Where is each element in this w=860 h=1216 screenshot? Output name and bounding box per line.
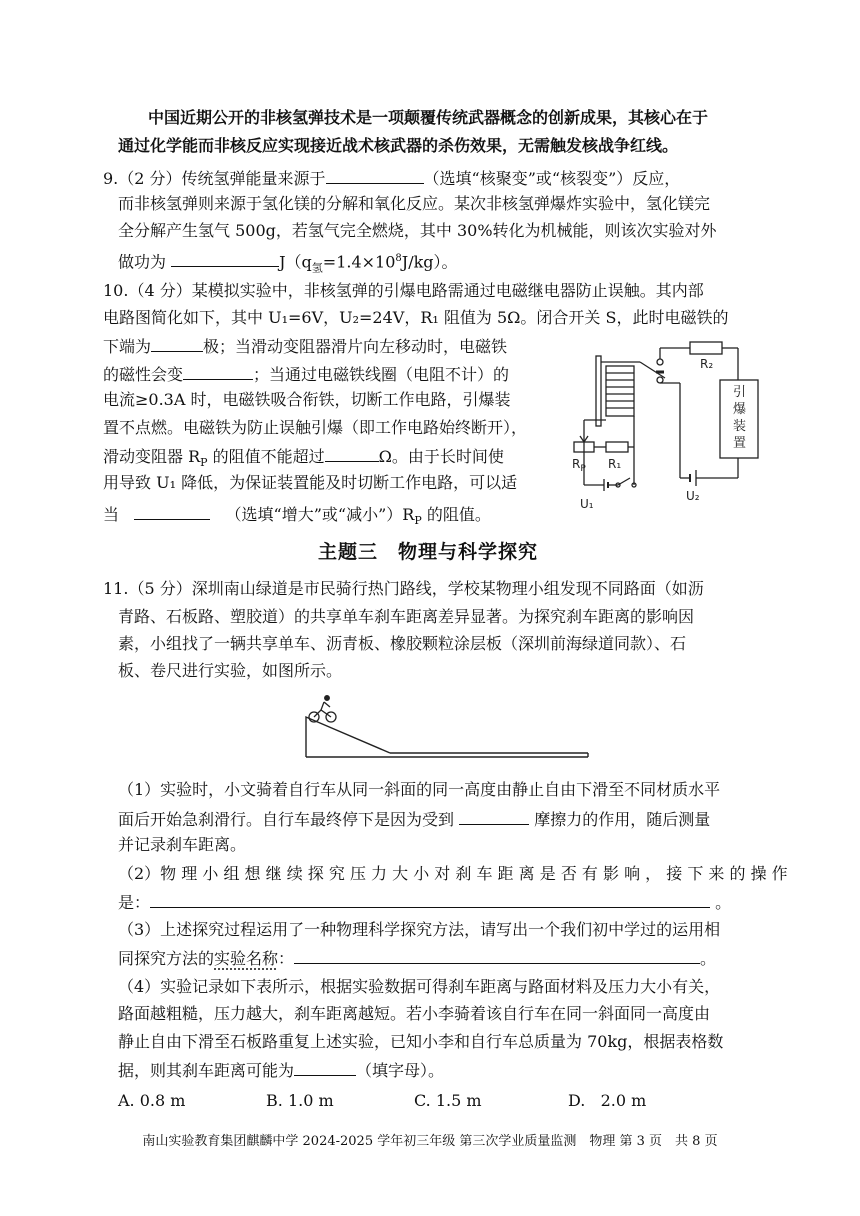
option-a-value: 0.8 m	[139, 1091, 186, 1110]
option-a-label: A.	[118, 1091, 135, 1110]
q11-p3-text-a: 同探究方法的	[118, 949, 215, 968]
q10-line-5: 电流≥0.3A 时，电磁铁吸合衔铁，切断工作电路，引爆装	[103, 390, 511, 409]
option-c-label: C.	[414, 1091, 431, 1110]
resistor-r1	[606, 442, 628, 452]
q9-sub-hydrogen: 氢	[311, 261, 323, 275]
q11-line-2: 青路、石板路、塑胶道）的共享单车刹车距离差异显著。为探究刹车距离的影响因	[118, 607, 695, 626]
q11-line-1: 11.（5 分）深圳南山绿道是市民骑行热门路线，学校某物理小组发现不同路面（如沥	[103, 579, 704, 598]
q10-blank-adjust[interactable]	[134, 503, 210, 520]
q10-line-7	[103, 445, 504, 473]
q11-p3-line-1: （3）上述探究过程运用了一种物理科学探究方法，请写出一个我们初中学过的运用相	[118, 920, 721, 939]
intro-line-1: 中国近期公开的非核氢弹技术是一项颠覆传统武器概念的创新成果，其核心在于	[148, 108, 709, 127]
q9-text-unit: J（q	[279, 252, 312, 272]
label-device-4: 置	[733, 436, 747, 451]
iron-core	[596, 356, 601, 426]
q11-p1-line-2	[118, 808, 710, 830]
q9-sup-exponent: 8	[395, 253, 402, 264]
option-d[interactable]	[568, 1091, 646, 1111]
q10-text-magnet: 的磁性会变	[103, 365, 184, 384]
q9-line-3: 全分解产生氢气 500g，若氢气完全燃烧，其中 30%转化为机械能，则该次实验对外	[118, 221, 717, 240]
q10-line-4	[103, 363, 509, 385]
q11-p4-text-a: 据，则其刹车距离可能为	[118, 1061, 295, 1080]
ramp	[306, 717, 390, 757]
q10-text-lower-end: 下端为	[103, 337, 152, 356]
bicycle-slope-figure	[300, 695, 590, 765]
q9-blank-1[interactable]	[326, 167, 424, 184]
q11-p1-text-a: 面后开始急刹滑行。自行车最终停下是因为受到	[118, 810, 455, 829]
q10-text-rp: 滑动变阻器 R	[103, 447, 201, 466]
relay-circuit-diagram	[560, 340, 760, 515]
q9-blank-2[interactable]	[171, 250, 279, 267]
label-rp: $R_P$	[572, 457, 586, 474]
q11-p4-line-4	[118, 1059, 444, 1081]
q11-p4-text-b: （填字母）。	[356, 1061, 445, 1080]
resistor-r2	[690, 342, 722, 354]
option-a[interactable]	[118, 1091, 185, 1111]
page-footer: 南山实验教育集团麒麟中学 2024-2025 学年初三年级 第三次学业质量监测 物理 第 3 页 共 8 页	[142, 1134, 718, 1149]
q11-p2-line-1: （2）物 理 小 组 想 继 续 探 究 压 力 大 小 对 刹 车 距 离 是 否 有 影 响 ， 接 下 来 的 操 作	[118, 864, 788, 883]
q11-blank-operation[interactable]	[150, 891, 710, 908]
option-b-label: B.	[266, 1091, 283, 1110]
q11-p1-text-b: 摩擦力的作用，随后测量	[534, 810, 711, 829]
q11-p1-line-3: 并记录刹车距离。	[118, 835, 247, 854]
q11-blank-distance[interactable]	[294, 1059, 356, 1076]
q10-blank-pole[interactable]	[151, 335, 203, 352]
q9-line-1	[103, 167, 680, 189]
q10-text-appropriate: 当	[103, 505, 120, 524]
option-b-value: 1.0 m	[287, 1091, 334, 1110]
q10-blank-magnetism[interactable]	[183, 363, 253, 380]
label-r1: R₁	[608, 457, 622, 471]
q11-line-4: 板、卷尺进行实验，如图所示。	[118, 661, 343, 680]
label-u1: U₁	[580, 497, 594, 511]
bicycle-rider-icon	[309, 696, 336, 722]
q10-text-choice: （选填“增大”或“减小”）R	[225, 505, 415, 524]
intro-line-2: 通过化学能而非核反应实现接近战术核武器的杀伤效果，无需触发核战争红线。	[118, 136, 679, 155]
q10-line-9	[103, 503, 491, 531]
label-device-2: 爆	[733, 402, 747, 417]
q11-p2-end: 。	[715, 893, 732, 912]
q11-p4-line-3: 静止自由下滑至石板路重复上述实验，已知小李和自行车总质量为 70kg，根据表格数	[118, 1032, 724, 1051]
q10-text-max: 的阻值不能超过	[207, 447, 325, 466]
q11-p4-line-2: 路面越粗糙，压力越大，刹车距离越短。若小李骑着该自行车在同一斜面同一高度由	[118, 1004, 711, 1023]
q10-text-slider: 极；当滑动变阻器滑片向左移动时，电磁铁	[203, 337, 508, 356]
section-title: 主题三 物理与科学探究	[318, 541, 539, 563]
option-c-value: 1.5 m	[435, 1091, 482, 1110]
q10-blank-resistance[interactable]	[325, 445, 379, 462]
q10-line-8: 用导致 U₁ 降低，为保证装置能及时切断工作电路，可以适	[103, 473, 518, 492]
q9-text-b: （选填“核聚变”或“核裂变”）反应，	[423, 169, 681, 188]
q11-p1-line-1: （1）实验时，小文骑着自行车从同一斜面的同一高度由静止自由下滑至不同材质水平	[118, 780, 721, 799]
q10-text-current: ；当通过电磁铁线圈（电阻不计）的	[253, 365, 510, 384]
option-b[interactable]	[266, 1091, 334, 1111]
switch-s	[618, 478, 630, 485]
q11-p2-text-a: 是：	[118, 893, 151, 912]
q11-blank-friction[interactable]	[459, 808, 529, 825]
q9-line-2: 而非核氢弹则来源于氢化镁的分解和氧化反应。某次非核氢弹爆炸实验中，氢化镁完	[118, 194, 711, 213]
q10-line-3	[103, 335, 507, 357]
label-r2: R₂	[700, 357, 714, 371]
q10-sub-p: P	[200, 456, 208, 470]
q11-p4-line-1: （4）实验记录如下表所示，根据实验数据可得刹车距离与路面材料及压力大小有关，	[118, 977, 721, 996]
q9-text-end: J/kg）。	[401, 252, 458, 272]
label-device-3: 装	[733, 419, 747, 434]
q11-line-3: 素，小组找了一辆共享单车、沥青板、橡胶颗粒涂层板（深圳前海绿道同款）、石	[118, 634, 687, 653]
q11-p3-line-2	[118, 947, 716, 969]
option-d-value: 2.0 m	[600, 1091, 647, 1110]
option-d-label: D.	[568, 1091, 586, 1110]
q11-p3-emphasis: 实验名称	[214, 949, 279, 968]
q10-line-2: 电路图简化如下，其中 U₁=6V，U₂=24V，R₁ 阻值为 5Ω。闭合开关 S，此时电磁铁的	[103, 308, 729, 327]
q10-text-ohm: Ω。由于长时间使	[378, 447, 504, 466]
q10-text-resistance: 的阻值。	[421, 505, 491, 524]
q11-p2-line-2	[118, 891, 731, 913]
q11-p3-end: 。	[700, 949, 717, 968]
option-c[interactable]	[414, 1091, 482, 1111]
label-u2: U₂	[686, 489, 700, 503]
q10-line-1: 10.（4 分）某模拟实验中，非核氢弹的引爆电路需通过电磁继电器防止误触。其内部	[103, 281, 704, 300]
q10-line-6: 置不点燃。电磁铁为防止误触引爆（即工作电路始终断开），	[103, 418, 528, 437]
q11-blank-experiment[interactable]	[294, 947, 700, 964]
q11-p3-colon: ：	[278, 949, 295, 968]
q9-text-value: =1.4×10	[322, 252, 396, 272]
q9-text-work: 做功为	[118, 252, 167, 272]
q10-sub-p-2: P	[414, 514, 422, 528]
q9-text-a: 9.（2 分）传统氢弹能量来源于	[103, 169, 326, 188]
q9-line-4	[118, 249, 458, 279]
label-device-1: 引	[733, 385, 747, 400]
